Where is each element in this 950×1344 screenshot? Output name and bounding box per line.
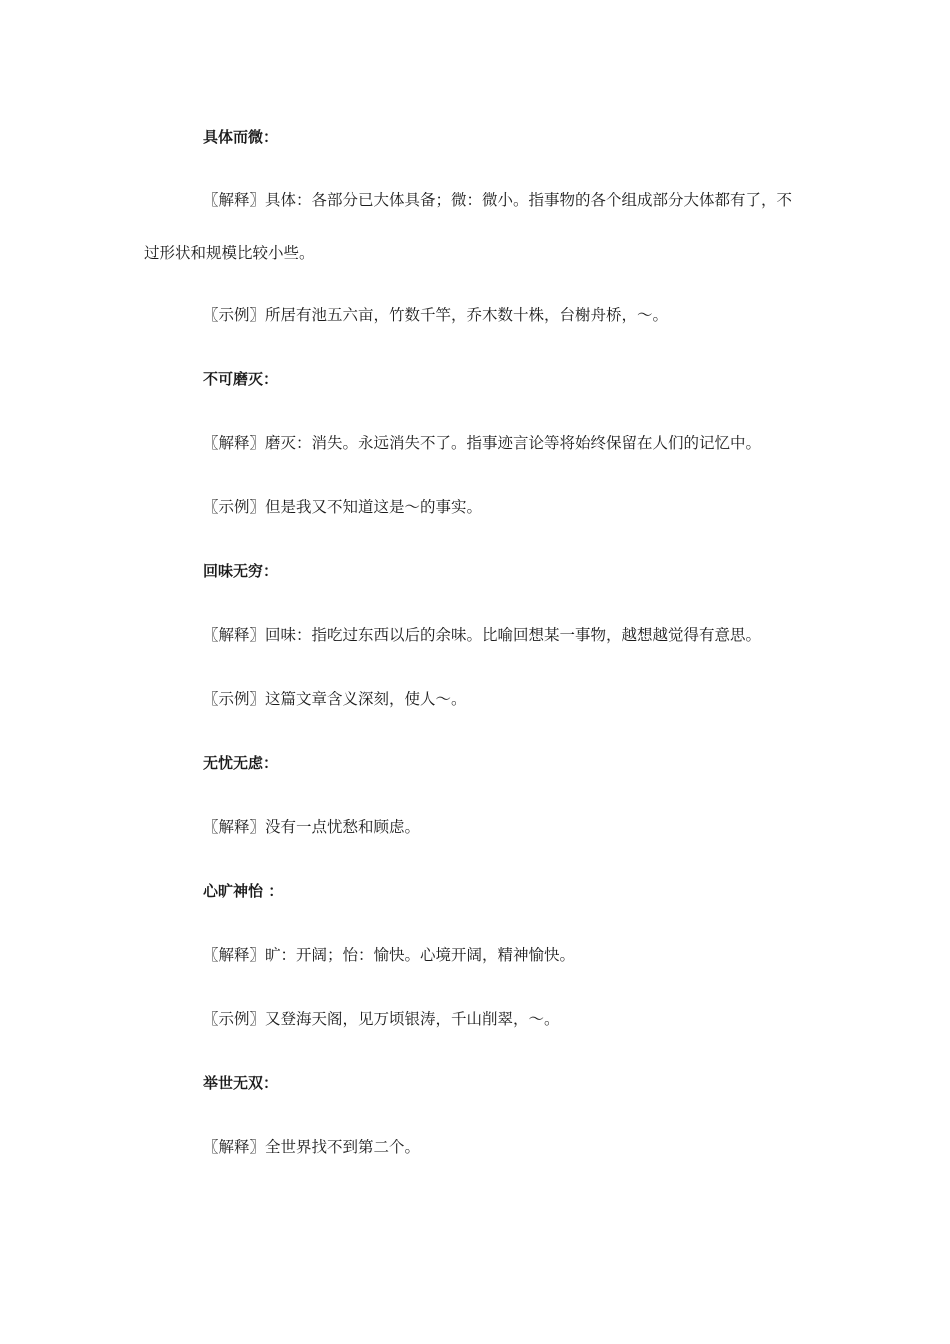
entry-example: 〖示例〗又登海天阁，见万顷银涛，千山削翠，～。: [203, 1010, 560, 1028]
entry-term: 不可磨灭：: [203, 370, 279, 388]
entry-example: 〖示例〗这篇文章含义深刻，使人～。: [203, 690, 467, 708]
entry-example: 〖示例〗所居有池五六亩，竹数千竿，乔木数十株，台榭舟桥，～。: [203, 306, 669, 324]
entry-explanation: 〖解释〗磨灭：消失。永远消失不了。指事迹言论等将始终保留在人们的记忆中。: [203, 434, 762, 452]
entry-explanation: 〖解释〗回味：指吃过东西以后的余味。比喻回想某一事物，越想越觉得有意思。: [203, 626, 762, 644]
entry-explanation: 〖解释〗全世界找不到第二个。: [203, 1138, 421, 1156]
entry-explanation-continued: 过形状和规模比较小些。: [144, 244, 315, 262]
entry-explanation: 〖解释〗具体：各部分已大体具备；微：微小。指事物的各个组成部分大体都有了，不: [203, 191, 793, 209]
entry-term: 举世无双：: [203, 1074, 279, 1092]
entry-term: 具体而微：: [203, 128, 279, 146]
entry-example: 〖示例〗但是我又不知道这是～的事实。: [203, 498, 483, 516]
entry-term: 无忧无虑：: [203, 754, 279, 772]
entry-explanation: 〖解释〗旷：开阔；怡：愉快。心境开阔，精神愉快。: [203, 946, 576, 964]
entry-term: 心旷神怡 ：: [203, 882, 284, 900]
entry-explanation: 〖解释〗没有一点忧愁和顾虑。: [203, 818, 421, 836]
entry-term: 回味无穷：: [203, 562, 279, 580]
